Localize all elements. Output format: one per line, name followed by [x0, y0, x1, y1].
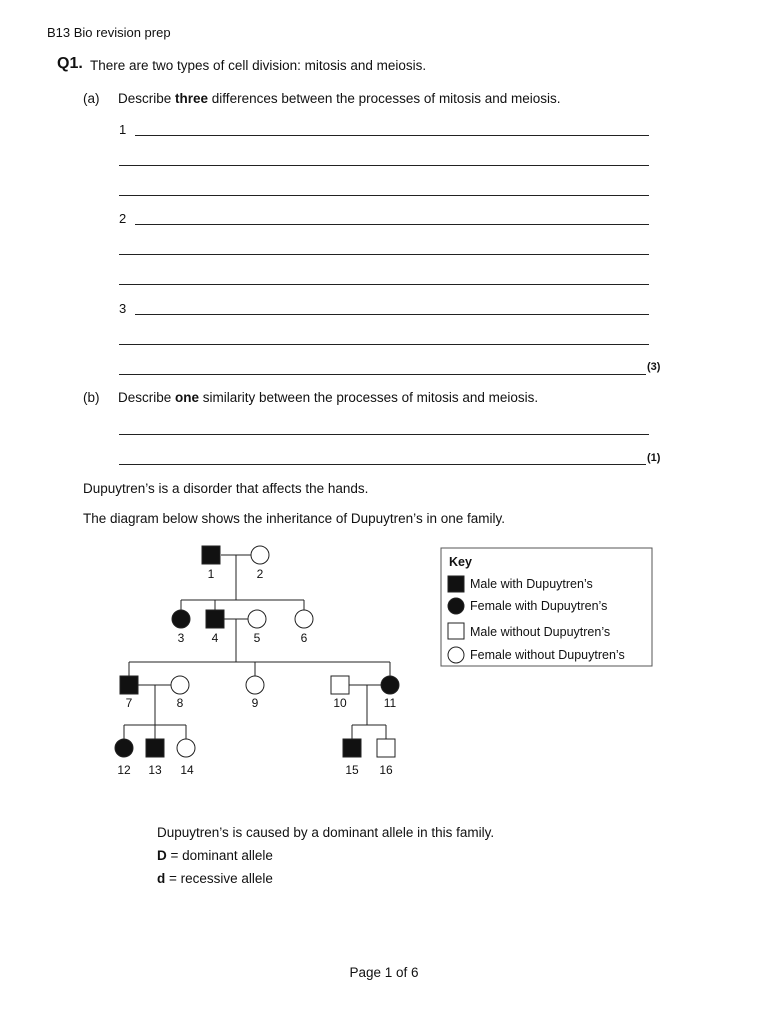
pedigree-individual-13 — [146, 739, 164, 757]
key-symbol-affected-female — [448, 598, 464, 614]
answer-line-number-3: 3 — [119, 301, 127, 316]
recessive-allele-line — [157, 871, 273, 886]
pedigree-label-13: 13 — [148, 763, 162, 777]
part-a-text-after: differences between the processes of mitosis and meiosis. — [208, 91, 561, 106]
pedigree-individual-12 — [115, 739, 133, 757]
pedigree-key — [441, 548, 652, 666]
pedigree-label-5: 5 — [253, 631, 261, 645]
page-footer — [0, 965, 768, 980]
dominant-allele-line — [157, 848, 273, 863]
pedigree-individual-6 — [295, 610, 313, 628]
part-b-emphasis: one — [175, 390, 200, 405]
pedigree-individual-14 — [177, 739, 195, 757]
pedigree-label-8: 8 — [176, 696, 184, 710]
dominant-allele-text: = dominant allele — [166, 848, 273, 863]
pedigree-individual-3 — [172, 610, 190, 628]
pedigree-individual-2 — [251, 546, 269, 564]
pedigree-label-4: 4 — [211, 631, 219, 645]
part-a-emphasis: three — [175, 91, 209, 106]
pedigree-label-3: 3 — [177, 631, 185, 645]
page-current: 1 — [384, 965, 393, 980]
pedigree-label-15: 15 — [345, 763, 359, 777]
page-total: 6 — [411, 965, 419, 980]
part-a-label: (a) — [83, 91, 100, 106]
pedigree-label-16: 16 — [379, 763, 393, 777]
pedigree-individual-11 — [381, 676, 399, 694]
pedigree-label-14: 14 — [180, 763, 194, 777]
key-label-unaffected-male: Male without Dupuytren’s — [470, 625, 611, 639]
pedigree-individual-16 — [377, 739, 395, 757]
pedigree-individual-9 — [246, 676, 264, 694]
context-paragraph-1: Dupuytren’s is a disorder that affects the hands. — [83, 481, 369, 496]
key-symbol-unaffected-male — [448, 623, 464, 639]
answer-line-number-1: 1 — [119, 122, 127, 137]
pedigree-individual-1 — [202, 546, 220, 564]
pedigree-individual-4 — [206, 610, 224, 628]
key-symbol-unaffected-female — [448, 647, 464, 663]
key-label-affected-female: Female with Dupuytren’s — [470, 599, 608, 613]
page-of: of — [396, 965, 408, 980]
pedigree-individual-8 — [171, 676, 189, 694]
answer-line-number-2: 2 — [119, 211, 127, 226]
page-word: Page — [349, 965, 381, 980]
pedigree-individual-15 — [343, 739, 361, 757]
pedigree-label-9: 9 — [251, 696, 259, 710]
part-a-marks: (3) — [647, 361, 661, 373]
pedigree-label-2: 2 — [256, 567, 264, 581]
key-label-affected-male: Male with Dupuytren’s — [470, 577, 593, 591]
key-title: Key — [449, 555, 472, 569]
part-b-text-before: Describe — [118, 390, 176, 405]
recessive-allele-text: = recessive allele — [165, 871, 273, 886]
pedigree-label-6: 6 — [300, 631, 308, 645]
dominant-allele-symbol: D — [157, 848, 167, 863]
key-label-unaffected-female: Female without Dupuytren’s — [470, 648, 625, 662]
pedigree-label-7: 7 — [125, 696, 133, 710]
part-b-label: (b) — [83, 390, 100, 405]
part-b-text-after: similarity between the processes of mitosis and meiosis. — [199, 390, 539, 405]
question-intro: There are two types of cell division: mitosis and meiosis. — [90, 58, 427, 73]
pedigree-individual-10 — [331, 676, 349, 694]
key-symbol-affected-male — [448, 576, 464, 592]
pedigree-label-1: 1 — [207, 567, 215, 581]
pedigree-individual-7 — [120, 676, 138, 694]
allele-note-line: Dupuytren’s is caused by a dominant allele in this family. — [157, 825, 495, 840]
context-paragraph-2: The diagram below shows the inheritance of Dupuytren’s in one family. — [83, 511, 505, 526]
pedigree-individual-5 — [248, 610, 266, 628]
question-number: Q1. — [57, 55, 83, 72]
pedigree-label-10: 10 — [333, 696, 347, 710]
part-a-text-before: Describe — [118, 91, 176, 106]
document-header: B13 Bio revision prep — [47, 25, 171, 40]
pedigree-label-12: 12 — [117, 763, 131, 777]
part-b-marks: (1) — [647, 452, 661, 464]
recessive-allele-symbol: d — [157, 871, 166, 886]
pedigree-label-11: 11 — [383, 696, 397, 710]
